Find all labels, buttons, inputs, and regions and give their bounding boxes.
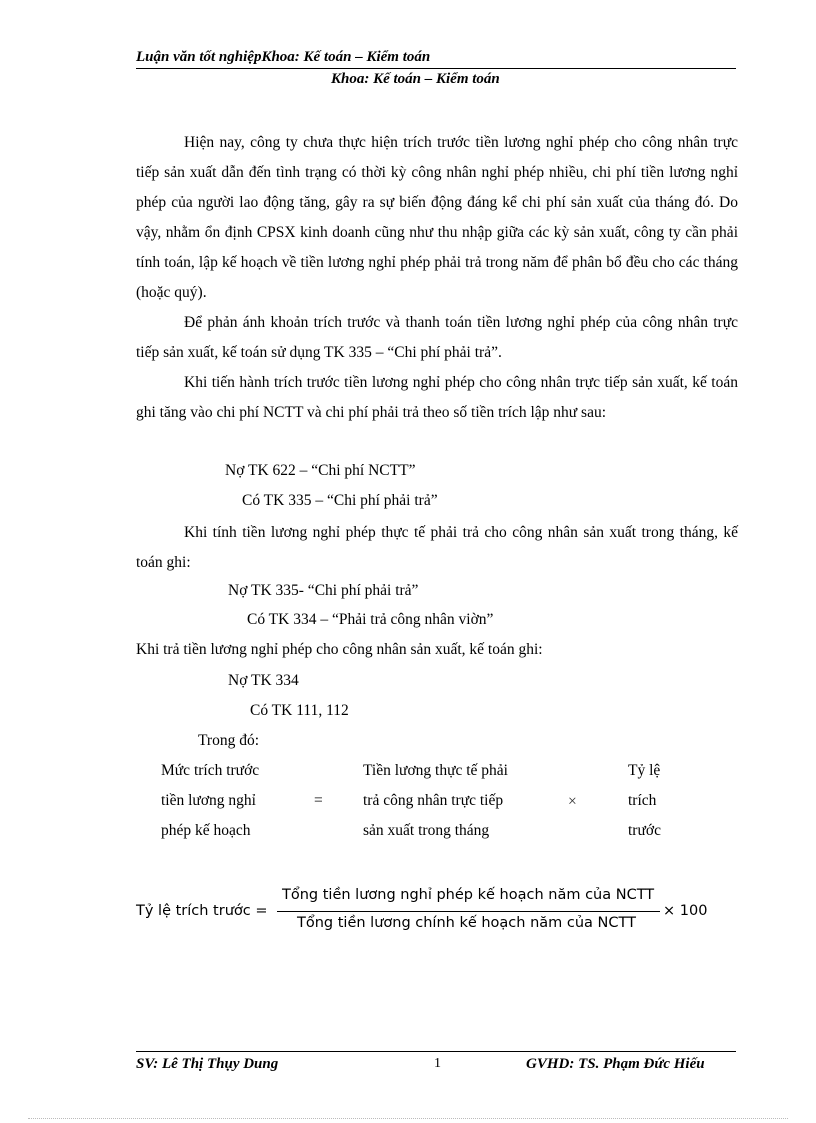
entry-2-debit: Nợ TK 335- “Chi phí phải trả”: [228, 582, 419, 599]
equation-left-line-2: tiền lương nghỉ: [161, 792, 256, 809]
page-number: 1: [434, 1056, 441, 1071]
formula-fraction-bar: [277, 911, 660, 912]
paragraph-1: [136, 128, 738, 308]
where-label: Trong đó:: [198, 732, 260, 749]
footer-rule: [136, 1051, 736, 1052]
paragraph-3-text: Khi tiến hành trích trước tiền lương nghỉ phép cho công nhân trực tiếp sản xuất, kế toán ghi tăng vào chi phí NCTT và chi phí phải trả theo số tiền trích lập như sau:: [136, 374, 738, 421]
paragraph-2-text: Để phản ánh khoản trích trước và thanh toán tiền lương nghỉ phép của công nhân trực tiếp sản xuất, kế toán sử dụng TK 335 – “Chi phí phải trả”.: [136, 314, 738, 361]
header-rule: [136, 68, 736, 69]
equation-left-line-3: phép kế hoạch: [161, 822, 251, 839]
entry-2-credit: Có TK 334 – “Phải trả công nhân viờn”: [247, 611, 494, 628]
paragraph-4: [136, 518, 738, 578]
equation-right-line-3: trước: [628, 822, 661, 839]
equation-middle-line-2: trả công nhân trực tiếp: [363, 792, 504, 809]
paragraph-3: [136, 368, 738, 428]
footer-advisor: GVHD: TS. Phạm Đức Hiếu: [526, 1056, 705, 1072]
equation-times-sign: ×: [568, 793, 577, 810]
equation-right-line-1: Tỷ lệ: [628, 762, 661, 779]
header-title: Luận văn tốt nghiệpKhoa: Kế toán – Kiểm toán: [136, 49, 431, 65]
equation-left-line-1: Mức trích trước: [161, 762, 260, 779]
paragraph-4-text: Khi tính tiền lương nghỉ phép thực tế phải trả cho công nhân sản xuất trong tháng, kế toán ghi:: [136, 524, 738, 571]
footer-student: SV: Lê Thị Thụy Dung: [136, 1056, 279, 1072]
formula-denominator: Tổng tiền lương chính kế hoạch năm của NCTT: [297, 915, 636, 931]
entry-1-credit: Có TK 335 – “Chi phí phải trả”: [242, 492, 438, 509]
equation-middle-line-3: sản xuất trong tháng: [363, 822, 490, 839]
equation-middle-line-1: Tiền lương thực tế phải: [363, 762, 508, 779]
equation-equals-sign: =: [314, 792, 323, 809]
page-bottom-dotted-border: [28, 1118, 788, 1119]
entry-3-credit: Có TK 111, 112: [250, 702, 349, 719]
formula-lhs: Tỷ lệ trích trước =: [136, 903, 268, 919]
formula-multiplier: × 100: [663, 903, 708, 919]
paragraph-5: Khi trả tiền lương nghỉ phép cho công nhân sản xuất, kế toán ghi:: [136, 641, 543, 658]
header-subtitle: Khoa: Kế toán – Kiểm toán: [331, 71, 500, 87]
entry-3-debit: Nợ TK 334: [228, 672, 299, 689]
paragraph-1-text: Hiện nay, công ty chưa thực hiện trích trước tiền lương nghỉ phép cho công nhân trực tiếp sản xuất dẫn đến tình trạng có thời kỳ công nhân nghỉ phép nhiều, chi phí tiền lương nghỉ phép của người lao động tăng, gây ra sự biến động đáng kể chi phí sản xuất của tháng đó. Do vậy, nhằm ổn định CPSX kinh doanh cũng như thu nhập giữa các kỳ sản xuất, công ty cần phải tính toán, lập kế hoạch về tiền lương nghỉ phép phải trả trong năm để phân bổ đều cho các tháng (hoặc quý).: [136, 134, 738, 301]
entry-1-debit: Nợ TK 622 – “Chi phí NCTT”: [225, 462, 416, 479]
formula-numerator: Tổng tiền lương nghỉ phép kế hoạch năm của NCTT: [282, 887, 655, 903]
paragraph-2: [136, 308, 738, 368]
equation-right-line-2: trích: [628, 792, 657, 809]
